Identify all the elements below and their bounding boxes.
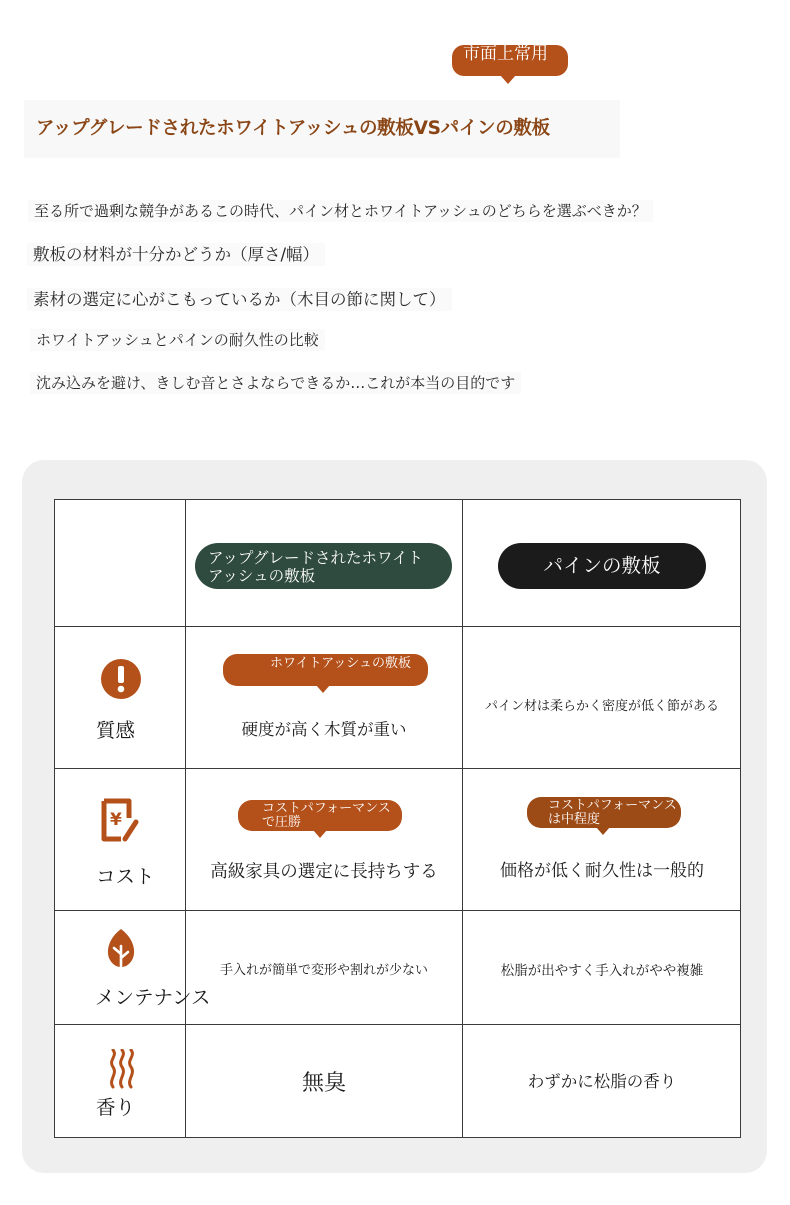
row-label-maintenance: メンテナンス xyxy=(95,986,211,1009)
texture-white-ash: 硬度が高く木質が重い xyxy=(241,720,407,739)
white-ash-cost-tag: コストパフォーマンスで圧勝 xyxy=(238,800,402,831)
page-title: アップグレードされたホワイトアッシュの敷板VSパインの敷板 xyxy=(24,100,620,158)
white-ash-tag: ホワイトアッシュの敷板 xyxy=(223,654,428,686)
yen-document-icon xyxy=(99,798,141,844)
leaf-icon xyxy=(105,928,137,968)
white-ash-tag-pointer xyxy=(316,685,330,693)
aroma-icon xyxy=(107,1049,137,1089)
intro-line-4: ホワイトアッシュとパインの耐久性の比較 xyxy=(30,329,325,350)
top-badge-label: 市面上常用 xyxy=(463,45,548,64)
row-divider xyxy=(55,768,740,769)
top-badge xyxy=(452,45,568,76)
white-ash-cost-tag-pointer xyxy=(313,830,327,838)
column-divider xyxy=(462,500,463,1137)
svg-text:¥: ¥ xyxy=(110,810,122,830)
cost-white-ash: 高級家具の選定に長持ちする xyxy=(210,862,438,882)
row-divider xyxy=(55,626,740,627)
exclamation-icon xyxy=(100,658,142,700)
aroma-white-ash: 無臭 xyxy=(301,1071,346,1096)
maintenance-pine: 松脂が出やすく手入れがやや複雑 xyxy=(500,963,704,979)
pine-cost-tag: コストパフォーマンスは中程度 xyxy=(527,797,681,828)
row-divider xyxy=(55,910,740,911)
pine-cost-tag-pointer xyxy=(596,827,610,835)
intro-line-5: 沈み込みを避け、きしむ音とさよならできるか…これが本当の目的です xyxy=(30,372,521,393)
intro-line-3: 素材の選定に心がこもっているか（木目の節に関して） xyxy=(27,286,452,310)
cost-pine: 価格が低く耐久性は一般的 xyxy=(500,861,704,881)
texture-pine: パイン材は柔らかく密度が低く節がある xyxy=(484,699,719,714)
row-label-cost: コスト xyxy=(96,865,155,888)
top-badge-pointer xyxy=(500,75,516,84)
intro-line-2: 敷板の材料が十分かどうか（厚さ/幅） xyxy=(27,241,325,265)
column-divider xyxy=(185,500,186,1137)
row-divider xyxy=(55,1024,740,1025)
header-pine: パインの敷板 xyxy=(498,543,706,589)
intro-line-1: 至る所で過剰な競争があるこの時代、パイン材とホワイトアッシュのどちらを選ぶべきか？ xyxy=(28,200,653,221)
row-label-aroma: 香り xyxy=(96,1096,136,1119)
aroma-pine: わずかに松脂の香り xyxy=(527,1072,677,1091)
row-label-texture: 質感 xyxy=(96,719,136,742)
header-white-ash: アップグレードされたホワイトアッシュの敷板 xyxy=(195,543,452,589)
comparison-table xyxy=(54,499,741,1138)
maintenance-white-ash: 手入れが簡単で変形や割れが少ない xyxy=(219,963,428,978)
